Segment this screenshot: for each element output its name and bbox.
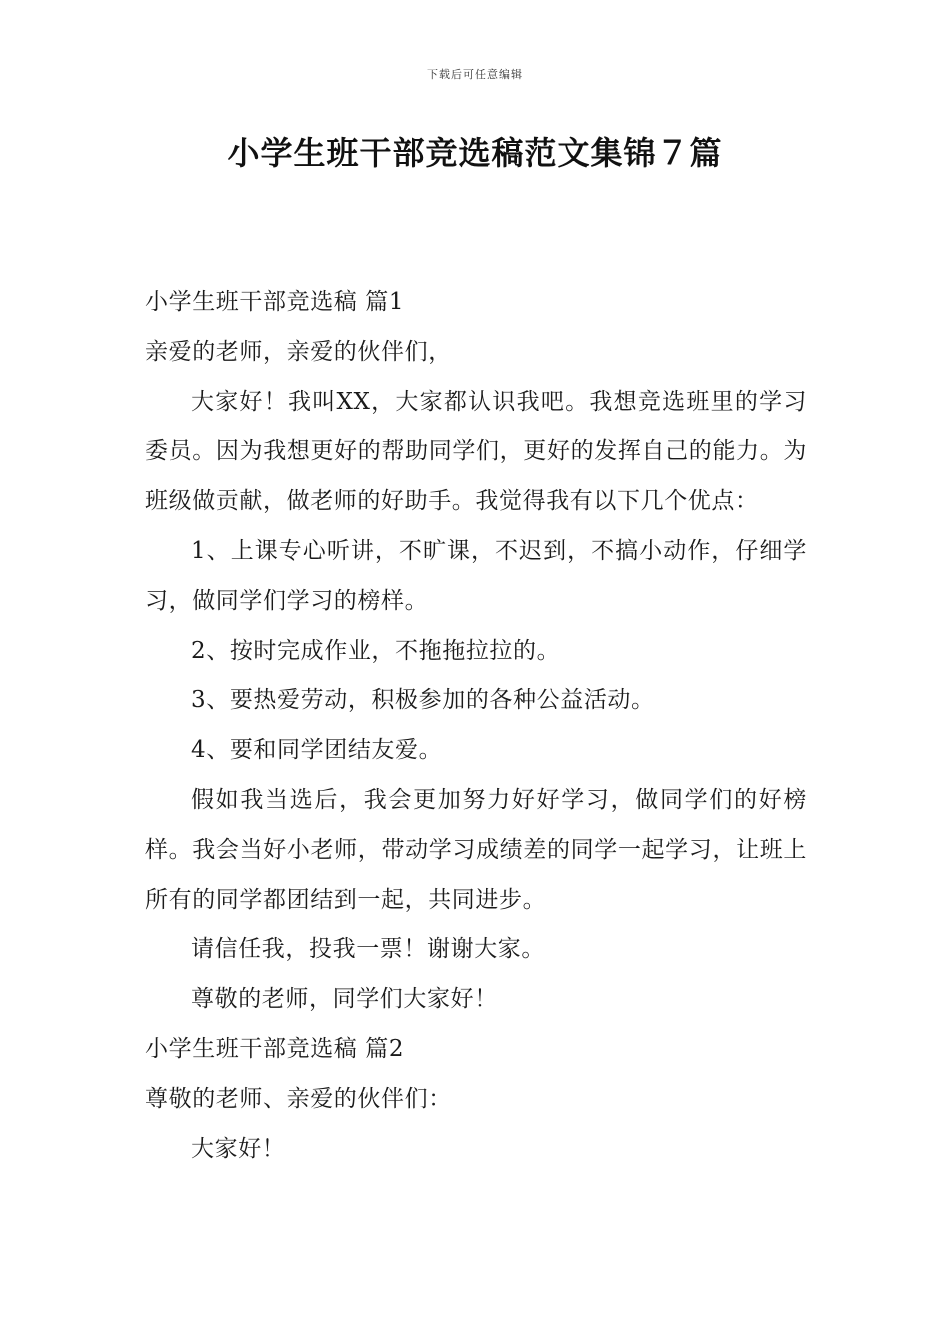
salutation-2: 尊敬的老师、亲爱的伙伴们： (145, 1085, 452, 1112)
list-item-2: 2、按时完成作业，不拖拖拉拉的。 (191, 637, 561, 664)
section-heading-1: 小学生班干部竞选稿 篇1 (145, 289, 405, 315)
body-paragraph: 尊敬的老师，同学们大家好！ (191, 986, 498, 1013)
body-paragraph: 请信任我，投我一票！谢谢大家。 (191, 936, 545, 963)
header-note: 下载后可任意编辑 (427, 68, 523, 81)
document-title: 小学生班干部竞选稿范文集锦７篇 (227, 134, 723, 172)
body-paragraph: 大家好！我叫XX，大家都认识我吧。我想竞选班里的学习委员。因为我想更好的帮助同学们，更好的发挥自己的能力。为班级做贡献，做老师的好助手。我觉得我有以下几个优点： (145, 388, 807, 515)
list-item-3: 3、要热爱劳动，积极参加的各种公益活动。 (191, 687, 655, 714)
list-item-4: 4、要和同学团结友爱。 (191, 737, 443, 764)
document-body (145, 278, 807, 1174)
list-item-1: 1、上课专心听讲，不旷课，不迟到，不搞小动作，仔细学习，做同学们学习的榜样。 (145, 537, 807, 614)
section-heading-2: 小学生班干部竞选稿 篇2 (145, 1035, 405, 1062)
body-paragraph: 假如我当选后，我会更加努力好好学习，做同学们的好榜样。我会当好小老师，带动学习成绩差的同学一起学习，让班上所有的同学都团结到一起，共同进步。 (145, 786, 807, 913)
salutation-1: 亲爱的老师，亲爱的伙伴们， (145, 338, 452, 365)
body-paragraph: 大家好！ (191, 1135, 286, 1162)
